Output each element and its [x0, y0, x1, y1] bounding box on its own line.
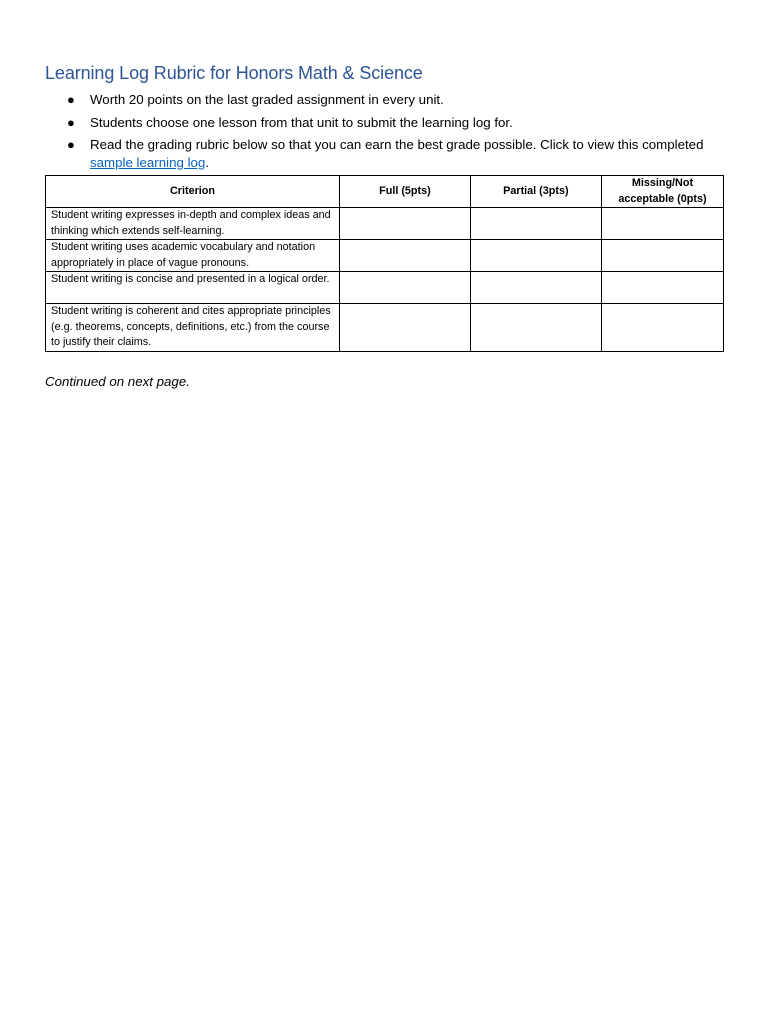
partial-score-cell	[470, 208, 601, 240]
bullet-text-end: .	[205, 155, 210, 170]
header-missing: Missing/Not acceptable (0pts)	[601, 176, 723, 208]
header-full: Full (5pts)	[340, 176, 471, 208]
page-title: Learning Log Rubric for Honors Math & Science	[45, 63, 423, 83]
header-criterion: Criterion	[46, 176, 340, 208]
bullet-item	[45, 114, 735, 132]
full-score-cell	[340, 304, 471, 352]
bullet-item	[45, 91, 735, 109]
partial-score-cell	[470, 304, 601, 352]
rubric-table	[45, 175, 724, 352]
bullet-text: Read the grading rubric below so that you can earn the best grade possible. Click to view this completed	[90, 137, 704, 152]
bullet-text: Worth 20 points on the last graded assignment in every unit.	[90, 92, 444, 107]
bullet-dot-icon: ●	[67, 137, 75, 152]
missing-score-cell	[601, 304, 723, 352]
missing-score-cell	[601, 272, 723, 304]
bullet-item	[45, 136, 735, 172]
criterion-cell: Student writing uses academic vocabulary and notation appropriately in place of vague pronouns.	[46, 240, 340, 272]
bullet-dot-icon: ●	[67, 92, 75, 107]
criterion-cell: Student writing is coherent and cites appropriate principles (e.g. theorems, concepts, definitions, etc.) from the course to justify their claims.	[46, 304, 340, 352]
table-row	[46, 272, 724, 304]
bullet-dot-icon: ●	[67, 114, 75, 130]
full-score-cell	[340, 208, 471, 240]
missing-score-cell	[601, 208, 723, 240]
full-score-cell	[340, 272, 471, 304]
criterion-cell: Student writing is concise and presented in a logical order.	[46, 272, 340, 304]
bullet-list	[45, 91, 735, 177]
partial-score-cell	[470, 272, 601, 304]
sample-learning-log-link[interactable]: sample learning log	[90, 155, 206, 170]
partial-score-cell	[470, 240, 601, 272]
full-score-cell	[340, 240, 471, 272]
continued-note: Continued on next page.	[45, 374, 190, 389]
table-row	[46, 240, 724, 272]
bullet-text: Students choose one lesson from that unit to submit the learning log for.	[90, 114, 513, 130]
rubric-header-row	[46, 176, 724, 208]
header-partial: Partial (3pts)	[470, 176, 601, 208]
table-row	[46, 304, 724, 352]
criterion-cell: Student writing expresses in-depth and complex ideas and thinking which extends self-learning.	[46, 208, 340, 240]
table-row	[46, 208, 724, 240]
missing-score-cell	[601, 240, 723, 272]
